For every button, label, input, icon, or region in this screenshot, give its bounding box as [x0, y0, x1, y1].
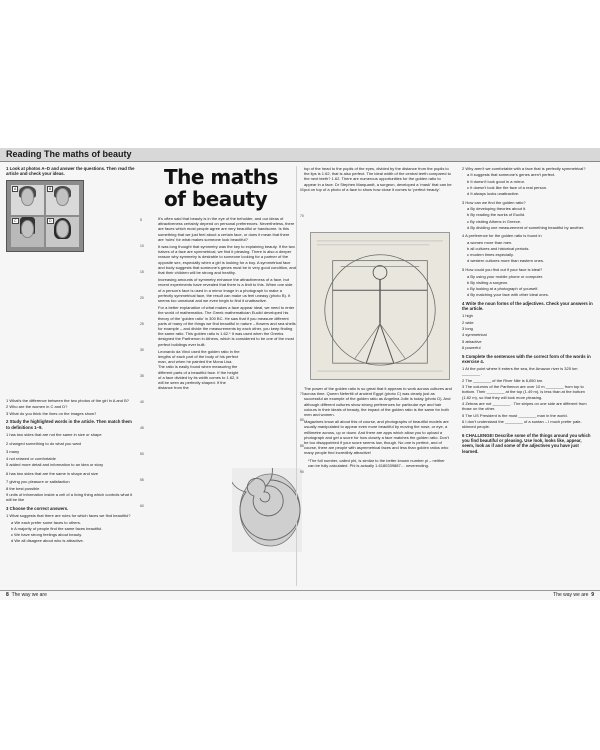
photo-d-angelina: D [46, 217, 79, 247]
article-title: The maths of beauty [164, 165, 278, 211]
photo-a: A [11, 185, 44, 215]
section-label: Reading [6, 149, 42, 159]
footer-right: The way we are 9 [553, 592, 594, 598]
article-body-1: It's often said that beauty is in the eye of the beholder, and our ideas of attractiveness certainly depend on personal preferences. Nevertheless, there are faces which most people agree are very beautiful or handsome. Is this something that we just feel about a certain face, or does it mean that there are 'rules' for what makes someone look beautiful? It was long thought that symmetry was the key to explaining beauty. If the two halves of a face are symmetrical, we find it pleasing. There is also a deeper reason why symmetry is desirable to someone looking for a partner of the opposite sex, especially when a girl is looking for a boy. A symmetrical face and body suggests that someone's genes must be in very good condition, and that their children will be strong and healthy. Increasing amounts of symmetry enhance the attractiveness of a face, but recent experiments have revealed that there is a limit to this. When one side of a person's face is used in a mirror image in a photograph to make a perfectly symmetrical face, the result can make us feel uneasy (photo B). It seems too unnatural and we even begin to find it unattractive. For a better explanation of what makes a face appear ideal, we need to enter the world of mathematics. The Greek mathematician Euclid developed his theory of the 'golden ratio' in 300 BC. He saw that if you measure different parts of many of the things we find beautiful in nature – flowers and sea shells for example – and divide the measurements by each other, you keep finding the same ratio. This golden ratio is 1.62.* It was used when the Greeks designed the Parthenon in Athens, which is considered to be one of the most perfect buildings ever built. Leonardo da Vinci used the golden ratio in the lengths of each part of the body of his perfect man, and when he painted the Mona Lisa. The ratio is easily found when measuring the different parts of a beautiful face. If the height of a face divided by its width comes to 1.62, it will be seen as perfectly shaped. If the distance from the [158, 216, 296, 391]
photos-a-to-d [6, 180, 84, 252]
page-header [0, 148, 600, 162]
footer-left: 8 The way we are [6, 592, 47, 598]
photo-b: B [46, 185, 79, 215]
right-exercises-column: 2 Why aren't we comfortable with a face that is perfectly symmetrical? a It suggests that someone's genes aren't perfect. b It doesn't look good in a mirror. c It doesn't look like the face of a real person. d It always looks unattractive. 3 How can we find the golden ratio? a By developing theories about it. b By reading the works of Euclid. c By visiting Athens in Greece. d By dividing one measurement of something beautiful by another. 4 A preference for the golden ratio is found in a women more than men. b all cultures and historical periods. c modern times especially. d western cultures more than eastern ones. 5 How could you find out if your face is ideal? a By using your mobile phone or computer. b By visiting a surgeon. c By looking at a photograph of yourself. d By matching your face with other ideal ones. 4 Write the noun forms of the adjectives. Check your answers in the article. 1 high 2 wide 3 long 4 symmetrical 5 attractive 6 powerful 5 Complete the sentences with the correct form of the words in exercise 4. 1 At the point where it enters the sea, the Amazon river is 325 km ________ . 2 The ________ of the River Nile is 6,650 km. 3 The columns of the Parthenon are over 10 m ________ from top to bottom. Their ________ at the top (1.49 m), is less than at the bottom (1.82 m), so that they will look more pleasing. 4 Zebras are not ________ . The stripes on one side are different from those on the other. 5 The US President is the most ________ man in the world. 6 I don't understand the ________ of a suntan – I much prefer pale-skinned people. 6 CHALLENGE! Describe some of the things around you which you find beautiful or pleasing. Use look, looks like, appear, seem, look as if and some of the adjectives you have just learned. [462, 166, 593, 454]
vitruvian-man-image [310, 232, 450, 380]
photo-c-nefertiti: C [11, 217, 44, 247]
nautilus-shell-image [232, 468, 302, 552]
page-footer [0, 590, 600, 600]
exercise-1-instruction: 1 Look at photos A–D and answer the questions. Then read the article and check your ideas. [6, 166, 135, 177]
left-exercises-column [6, 166, 136, 178]
exercise-2-instruction: 2 Study the highlighted words in the article. Then match them to definitions 1–9. [6, 419, 132, 430]
exercise-1-questions: 1 What's the difference between the two photos of the girl in A and B? 2 Who are the women in C and D? 3 What do you think the lines on the images show? 2 Study the highlighted words in the article. Then match them to definitions 1–9. 1 has two sides that are not the same in size or shape 2 changed something to do what you want 3 many 4 not relaxed or comfortable 5 added more detail and information to an idea or story 6 has two sides that are the same in shape and size 7 giving you pleasure or satisfaction 8 the best possible 9 units of information inside a cell of a living thing which controls what it will be like 3 Choose the correct answers. 1 What suggests that there are rules for which faces we find beautiful? a We each prefer some faces to others. b A majority of people find the same faces beautiful. c We have strong feelings about beauty. d We all disagree about who is attractive. [6, 398, 136, 545]
section-title [6, 149, 132, 159]
section-heading: The maths of beauty [44, 149, 132, 159]
exercise-4-instruction: 4 Write the noun forms of the adjectives. Check your answers in the article. [462, 300, 593, 312]
exercise-3-instruction: 3 Choose the correct answers. [6, 506, 69, 512]
exercise-6-challenge: 6 CHALLENGE! Describe some of the things around you which you find beautiful or pleasing. Use look, looks like, appear, seem, look as if and some of the adjectives you have just learned. [462, 432, 591, 454]
article-body-2-bottom: The power of the golden ratio is so great that it appears to work across cultures and across time. Queen Nefertiti of ancient Egypt (photo C) was clearly just as successful an example of the golden ratio as Angelina Jolie is today (photo D). And although different cultures show strong preferences for particular eye and hair colours in their ideals of beauty, the impact of the golden ratio is the same for both men and women. Magazines know all about this of course, and photographs of beautiful models are usually manipulated to appear even more beautiful by moving the nose, or eye, a millimetre across, up or down. And there are apps which allow you to upload a photograph and get a score for how closely a face matches the golden ratio. Don't be too disappointed if your score seems low, though. No one is perfect, and of course, there are people with asymmetrical faces and less than golden ratios who many people find incredibly attractive! *The full number, called phi, is similar to the better known number pi – neither can be fully calculated. Phi is actually 1.6180339887… neverending. [304, 386, 452, 468]
exercise-5-instruction: 5 Complete the sentences with the correct form of the words in exercise 4. [462, 353, 591, 365]
article-body-2-top: top of the head to the pupils of the eyes, divided by the distance from the pupils to the lips is 1.62, that is also perfect. The ideal width of the central teeth compared to the next teeth? 1.62. There are numerous opportunities for the golden ratio to appear in a face. Dr Stephen Marquardt, a surgeon, developed a 'mask' that can be put on top of a photo of a face to show how close it comes to 'perfect beauty'. [304, 166, 452, 192]
textbook-spread: Reading The maths of beauty 1 Look at photos A–D and answer the questions. Then read the article and check your ideas. A B C D 1 What's the difference between the two photos of the girl in A and B? 2 Who are the women in C and D? 3 What do you think the lines on the images show? 2 Study the highlighted words in the article. Then match them to definitions 1–9. 1 has two sides that are not the same in size or shape 2 changed something to do what you want 3 many 4 not relaxed or comfortable 5 added more detail and information to an idea or story 6 has two sides that are the same in shape and size 7 giving you pleasure or satisfaction 8 the best possible 9 units of information inside a cell of a living thing which controls what it will be like 3 Choose the correct answers. 1 What suggests that there are rules for which faces we find beautiful? a We each prefer some faces to others. b A majority of people find the same faces beautiful. c We have strong feelings about beauty. d We all disagree about who is attractive. The maths of beauty It's often said that beauty is in the eye of the beholder, and our ideas of attractiveness certainly depend on personal preferences. Nevertheless, there are faces which most people agree are very beautiful or handsome. Is this something that we just feel about a certain face, or does it mean that there are 'rules' for what makes someone look beautiful? It was long thought that symmetry was the key to explaining beauty. If the two halves of a face are symmetrical, we find it pleasing. There is also a deeper reason why symmetry is desirable to someone looking for a partner of the opposite sex, especially when a girl is looking for a boy. A symmetrical face and body suggests that someone's genes must be in very good condition, and that their children will be strong and healthy. Increasing amounts of symmetry enhance the attractiveness of a face, but recent experiments have revealed that there is a limit to this. When one side of a person's face is used in a mirror image in a photograph to make a perfectly symmetrical face, the result can make us feel uneasy (photo B). It seems too unnatural and we even begin to find it unattractive. For a better explanation of what makes a face appear ideal, we need to enter the world of mathematics. The Greek mathematician Euclid developed his theory of the 'golden ratio' in 300 BC. He saw that if you measure different parts of many of the things we find beautiful in nature – flowers and sea shells for example – and divide the measurements by each other, you keep finding the same ratio. This golden ratio is 1.62.* It was used when the Greeks designed the Parthenon in Athens, which is considered to be one of the most perfect buildings ever built. Leonardo da Vinci used the golden ratio in the lengths of each part of the body of his perfect man, and when he painted the Mona Lisa. The ratio is easily found when measuring the different parts of a beautiful face. If the height of a face divided by its width comes to 1.62, it will be seen as perfectly shaped. If the distance from the top of the head to the pupils of the eyes, divided by the distance from the pupils to the lips is 1.62, that is also perfect. The ideal width of the central teeth compared to the next teeth? 1.62. There are numerous opportunities for the golden ratio to appear in a face. Dr Stephen Marquardt, a surgeon, developed a 'mask' that can be put on top of a photo of a face to show how close it comes to 'perfect beauty'. The power of the golden ratio is so great that it appears to work across cultures and across time. Queen Nefertiti of ancient Egypt (photo C) was clearly just as successful an example of the golden ratio as Angelina Jolie is today (photo D). And although different cultures show strong preferences for particular eye and hair colours in their ideals of beauty, the impact of the golden ratio is the same for both men and women. Magazines know all about this of course, and photographs of beautiful models are usually manipulated to appear even more beautiful by moving the nose, or eye, a millimetre across, up or down. And there are apps which allow you to upload a photograph and get a score for how closely a face matches the golden ratio. Don't be too disappointed if your score seems low, though. No one is perfect, and of course, there are people with asymmetrical faces and less than golden ratios who many people find incredibly attractive! *The full number, called phi, is similar to the better known number pi – neither can be fully calculated. Phi is actually 1.6180339887… neverending. 5 10 15 20 25 30 35 40 45 50 55 60 65 70 75 80 85 90 2 Why aren't we comfortable with a face that is perfectly symmetrical? a It suggests that someone's genes aren't perfect. b It doesn't look good in a mirror. c It doesn't look like the face of a real person. d It always looks unattractive. 3 How can we find the golden ratio? a By developing theories about it. b By reading the works of Euclid. c By visiting Athens in Greece. d By dividing one measurement of something beautiful by another. 4 A preference for the golden ratio is found in a women more than men. b all cultures and historical periods. c modern times especially. d western cultures more than eastern ones. 5 How could you find out if your face is ideal? a By using your mobile phone or computer. b By visiting a surgeon. c By looking at a photograph of yourself. d By matching your face with other ideal ones. 4 Write the noun forms of the adjectives. Check your answers in the article. 1 high 2 wide 3 long 4 symmetrical 5 attractive 6 powerful 5 Complete the sentences with the correct form of the words in exercise 4. 1 At the point where it enters the sea, the Amazon river is 325 km ________ . 2 The ________ of the River Nile is 6,650 km. 3 The columns of the Parthenon are over 10 m ________ from top to bottom. Their ________ at the top (1.49 m), is less than at the bottom (1.82 m), so that they will look more pleasing. 4 Zebras are not ________ . The stripes on one side are different from those on the other. 5 The US President is the most ________ man in the world. 6 I don't understand the ________ of a suntan – I much prefer pale-skinned people. 6 CHALLENGE! Describe some of the things around you which you find beautiful or pleasing. Use look, looks like, appear, seem, look as if and some of the adjectives you have just learned. 8 The way we are The way we are 9 [0, 148, 600, 600]
article-column-divider [296, 166, 297, 586]
